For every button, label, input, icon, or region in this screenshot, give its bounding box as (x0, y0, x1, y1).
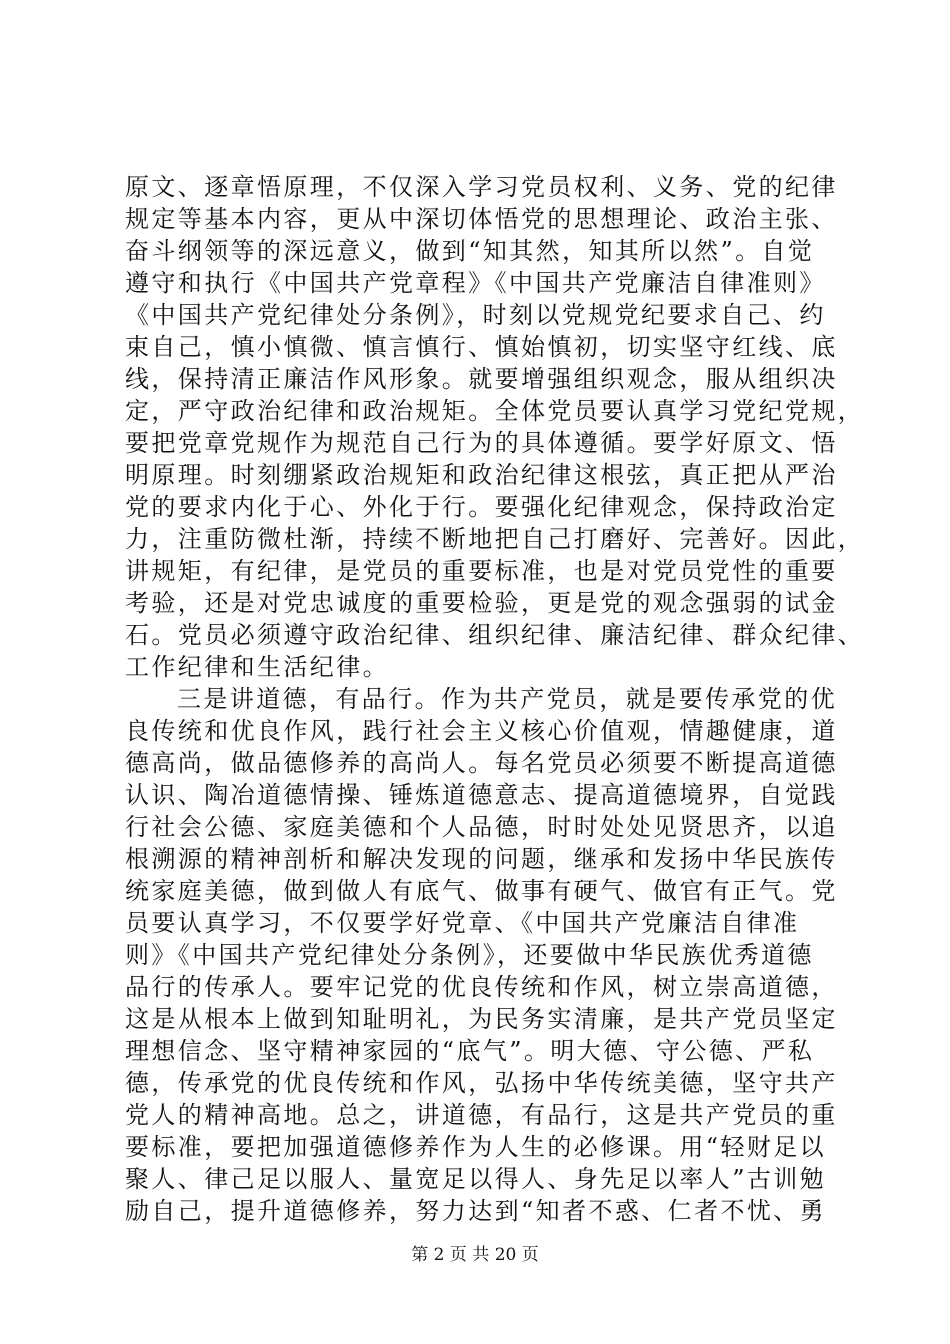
paragraph-1-line: 讲规矩，有纪律，是党员的重要标准，也是对党员党性的重要 (125, 557, 838, 585)
paragraph-2-line: 行社会公德、家庭美德和个人品德，时时处处见贤思齐，以追 (125, 813, 838, 841)
paragraph-2-line: 聚人、律己足以服人、量宽足以得人、身先足以率人”古训勉 (125, 1165, 827, 1193)
paragraph-2-line: 德，传承党的优良传统和作风，弘扬中华传统美德，坚守共产 (125, 1069, 838, 1097)
paragraph-2-line: 员要认真学习，不仅要学好党章、《中国共产党廉洁自律准 (125, 909, 800, 937)
paragraph-2-line: 品行的传承人。要牢记党的优良传统和作风，树立崇高道德， (125, 973, 838, 1001)
paragraph-2-line: 三是讲道德，有品行。作为共产党员，就是要传承党的优 (177, 685, 837, 713)
paragraph-2-line: 党人的精神高地。总之，讲道德，有品行，这是共产党员的重 (125, 1101, 838, 1129)
paragraph-1-line: 规定等基本内容，更从中深切体悟党的思想理论、政治主张、 (125, 205, 838, 233)
paragraph-1-line: 束自己，慎小慎微、慎言慎行、慎始慎初，切实坚守红线、底 (125, 333, 838, 361)
paragraph-2-line: 理想信念、坚守精神家园的“底气”。明大德、守公德、严私 (125, 1037, 815, 1065)
paragraph-1-line: 奋斗纲领等的深远意义，做到“知其然，知其所以然”。自觉 (125, 237, 815, 265)
paragraph-1-line: 石。党员必须遵守政治纪律、组织纪律、廉洁纪律、群众纪律、 (125, 621, 865, 649)
paragraph-1-line: 要把党章党规作为规范自己行为的具体遵循。要学好原文、悟 (125, 429, 838, 457)
paragraph-1-line: 线，保持清正廉洁作风形象。就要增强组织观念，服从组织决 (125, 365, 838, 393)
paragraph-2-line: 要标准，要把加强道德修养作为人生的必修课。用“轻财足以 (125, 1133, 827, 1161)
paragraph-2-line: 这是从根本上做到知耻明礼，为民务实清廉，是共产党员坚定 (125, 1005, 838, 1033)
paragraph-2-line: 良传统和优良作风，践行社会主义核心价值观，情趣健康，道 (125, 717, 838, 745)
paragraph-1-line: 遵守和执行《中国共产党章程》《中国共产党廉洁自律准则》 (125, 269, 826, 297)
paragraph-1-line: 党的要求内化于心、外化于行。要强化纪律观念，保持政治定 (125, 493, 838, 521)
paragraph-2-line: 则》《中国共产党纪律处分条例》，还要做中华民族优秀道德 (125, 941, 814, 969)
paragraph-1-line: 原文、逐章悟原理，不仅深入学习党员权利、义务、党的纪律 (125, 173, 838, 201)
paragraph-2-line: 根溯源的精神剖析和解决发现的问题，继承和发扬中华民族传 (125, 845, 838, 873)
body-text (125, 171, 865, 1227)
page-footer: 第 2 页 共 20 页 (411, 1245, 539, 1265)
paragraph-1-line: 《中国共产党纪律处分条例》，时刻以党规党纪要求自己、约 (125, 301, 826, 329)
paragraph-1-line: 力，注重防微杜渐，持续不断地把自己打磨好、完善好。因此， (125, 525, 865, 553)
paragraph-1-line: 工作纪律和生活纪律。 (125, 653, 389, 681)
paragraph-2-line: 统家庭美德，做到做人有底气、做事有硬气、做官有正气。党 (125, 877, 838, 905)
paragraph-1-line: 定，严守政治纪律和政治规矩。全体党员要认真学习党纪党规， (125, 397, 865, 425)
paragraph-2-line: 励自己，提升道德修养，努力达到“知者不惑、仁者不忧、勇 (125, 1197, 827, 1225)
paragraph-2-line: 认识、陶冶道德情操、锤炼道德意志、提高道德境界，自觉践 (125, 781, 838, 809)
paragraph-1-line: 考验，还是对党忠诚度的重要检验，更是党的观念强弱的试金 (125, 589, 838, 617)
paragraph-1-line: 明原理。时刻绷紧政治规矩和政治纪律这根弦，真正把从严治 (125, 461, 838, 489)
paragraph-2-line: 德高尚，做品德修养的高尚人。每名党员必须要不断提高道德 (125, 749, 838, 777)
